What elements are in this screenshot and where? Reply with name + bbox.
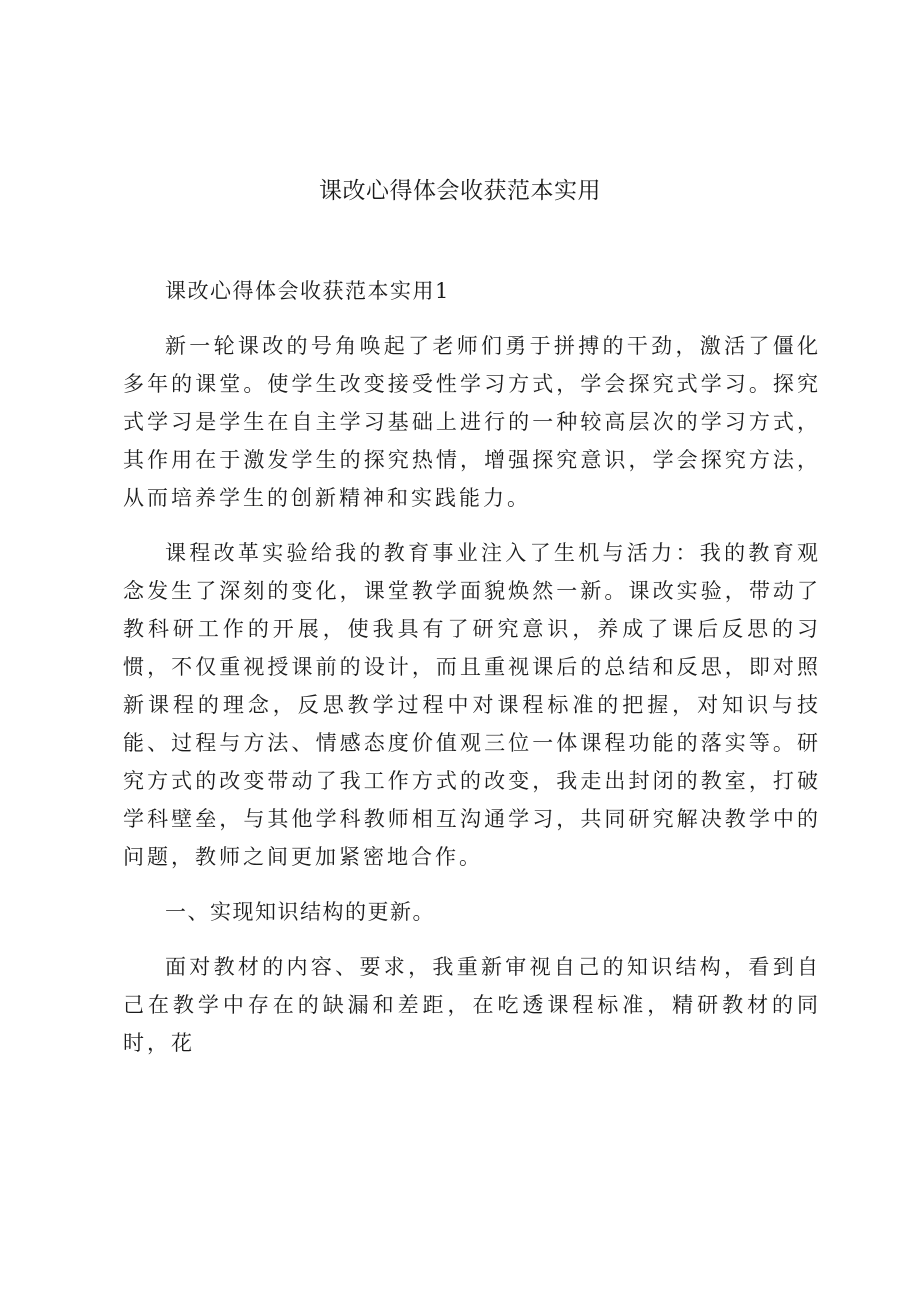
paragraph: 课程改革实验给我的教育事业注入了生机与活力：我的教育观念发生了深刻的变化，课堂教学面貌焕然一新。课改实验，带动了教科研工作的开展，使我具有了研究意识，养成了课后反思的习惯，不仅重视授课前的设计，而且重视课后的总结和反思，即对照新课程的理念，反思教学过程中对课程标准的把握，对知识与技能、过程与方法、情感态度价值观三位一体课程功能的落实等。研究方式的改变带动了我工作方式的改变，我走出封闭的教室，打破学科壁垒，与其他学科教师相互沟通学习，共同研究解决教学中的问题，教师之间更加紧密地合作。 — [123, 541, 821, 869]
section-heading: 课改心得体会收获范本实用1 — [165, 279, 450, 303]
subsection-heading: 一、实现知识结构的更新。 — [165, 900, 435, 924]
paragraph: 新一轮课改的号角唤起了老师们勇于拼搏的干劲，激活了僵化多年的课堂。使学生改变接受性学习方式，学会探究式学习。探究式学习是学生在自主学习基础上进行的一种较高层次的学习方式，其作用在于激发学生的探究热情，增强探究意识，学会探究方法，从而培养学生的创新精神和实践能力。 — [123, 334, 821, 510]
document-body — [123, 272, 821, 1079]
paragraph: 面对教材的内容、要求，我重新审视自己的知识结构，看到自己在教学中存在的缺漏和差距，在吃透课程标准，精研教材的同时，花 — [123, 955, 821, 1055]
document-title: 课改心得体会收获范本实用 — [319, 178, 601, 204]
